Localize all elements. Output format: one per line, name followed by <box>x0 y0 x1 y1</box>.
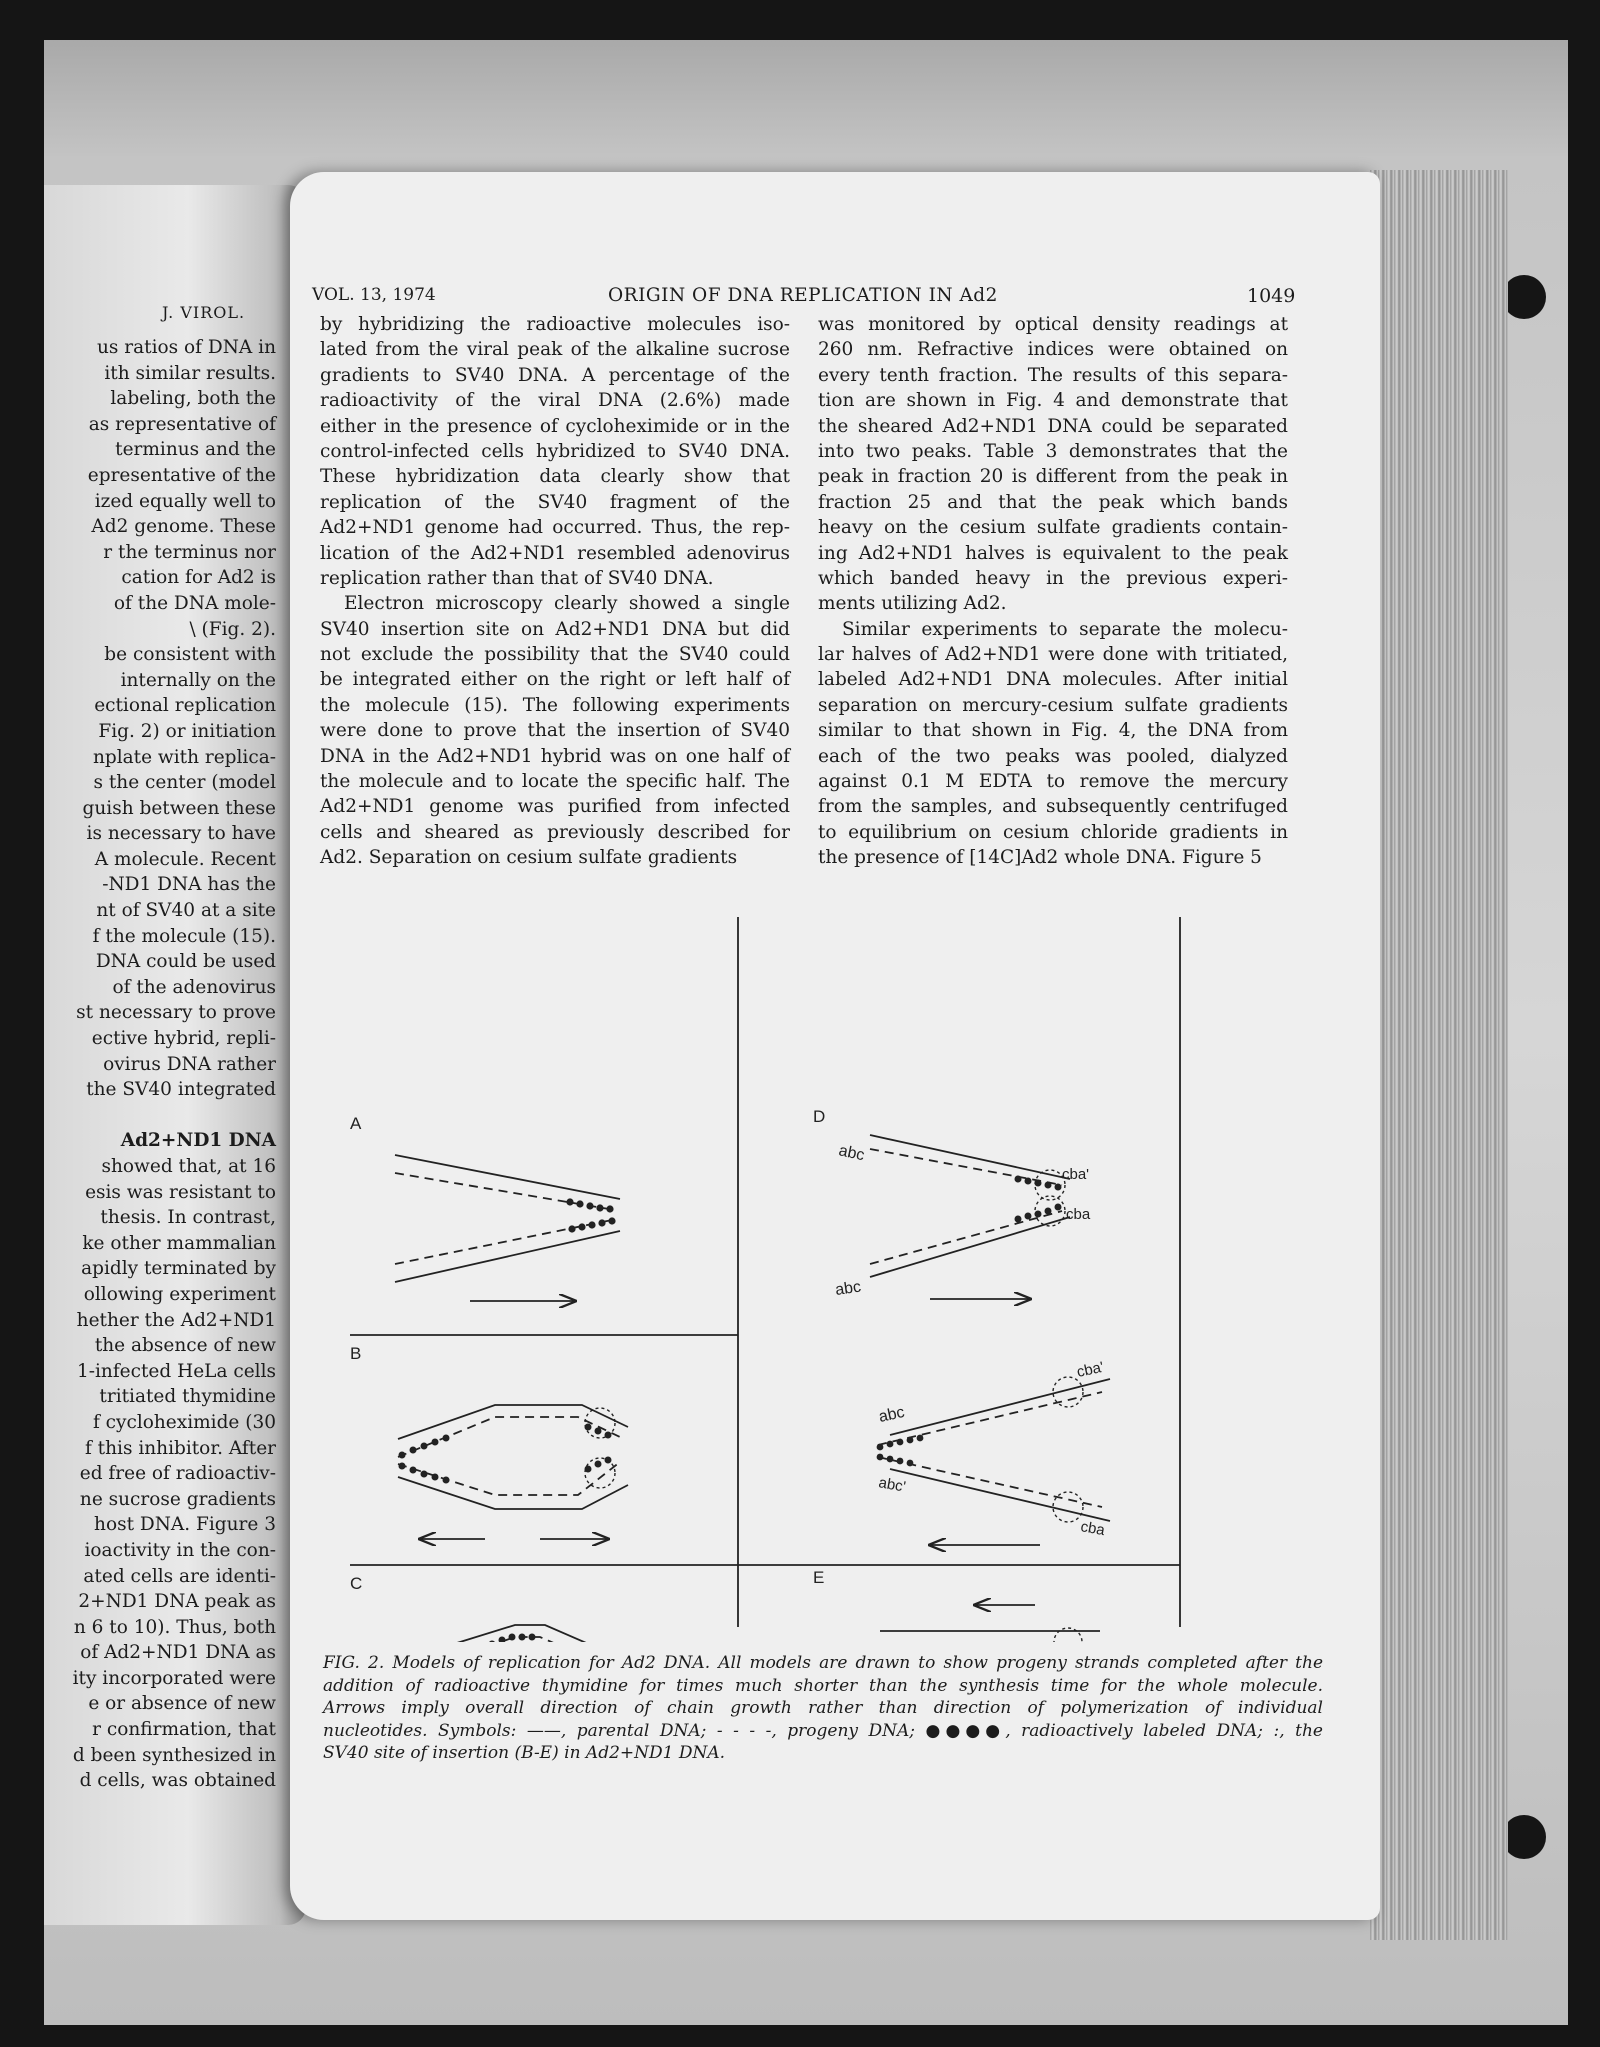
text-line: ated cells are identi- <box>83 1565 276 1587</box>
text-line: cells and sheared as previously described for <box>320 821 790 843</box>
caption-line: addition of radioactive thymidine for times much shorter than the synthesis time for the whole molecule. <box>323 1675 1323 1696</box>
text-line: r confirmation, that <box>92 1719 276 1741</box>
panel-d-bottom-labeled-dna <box>877 1435 924 1467</box>
text-line: 260 nm. Refractive indices were obtained on <box>818 339 1288 361</box>
text-line: r the terminus nor <box>103 541 276 563</box>
text-line: Fig. 2) or initiation <box>98 720 276 742</box>
caption-line: nucleotides. Symbols: ——, parental DNA; - - - -, progeny DNA; ●●●●, radioactively labeled DNA; :, the <box>323 1720 1323 1741</box>
page-number: 1049 <box>1247 285 1296 307</box>
text-line: us ratios of DNA in <box>97 337 276 358</box>
text-line: either in the presence of cycloheximide or in the <box>320 415 790 437</box>
text-line: epresentative of the <box>87 464 276 486</box>
caption-line: Arrows imply overall direction of chain growth rather than direction of polymerization of individual <box>323 1698 1323 1719</box>
caption-line: SV40 site of insertion (B-E) in Ad2+ND1 DNA. <box>323 1743 726 1764</box>
text-line: ity incorporated were <box>72 1667 276 1689</box>
text-line: \ (Fig. 2). <box>189 618 276 640</box>
text-line: every tenth fraction. The results of this separa- <box>818 364 1288 386</box>
text-line: ments utilizing Ad2. <box>818 593 1007 615</box>
text-line: gradients to SV40 DNA. A percentage of the <box>320 364 790 386</box>
text-line: labeled Ad2+ND1 DNA molecules. After initial <box>818 669 1288 691</box>
text-line: replication of the SV40 fragment of the <box>320 491 790 513</box>
text-line: A molecule. Recent <box>94 848 276 870</box>
text-line: st necessary to prove <box>76 1002 276 1024</box>
text-line: similar to that shown in Fig. 4, the DNA from <box>818 720 1288 742</box>
text-line: showed that, at 16 <box>101 1156 276 1177</box>
panel-label-b: B <box>350 1344 362 1363</box>
text-line: by hybridizing the radioactive molecules iso- <box>320 314 790 335</box>
strand-label-d-top-abc-lower: abc <box>834 1278 863 1299</box>
text-line: Ad2. Separation on cesium sulfate gradients <box>320 847 738 869</box>
text-line: f the molecule (15). <box>92 925 276 947</box>
figure-caption <box>323 1652 1323 1765</box>
journal-page <box>290 172 1380 1920</box>
text-line: ovirus DNA rather <box>103 1053 276 1075</box>
text-line: Ad2+ND1 genome had occurred. Thus, the rep- <box>320 517 790 539</box>
text-line: of the DNA mole- <box>113 592 276 614</box>
caption-line: FIG. 2. Models of replication for Ad2 DNA. All models are drawn to show progeny strands completed after the <box>323 1653 1323 1673</box>
page-stack-edge <box>1370 170 1508 1940</box>
text-line: nplate with replica- <box>92 746 276 768</box>
text-line: the presence of [14C]Ad2 whole DNA. Figure 5 <box>818 847 1262 869</box>
text-line: e or absence of new <box>88 1693 276 1715</box>
text-line: s the center (model <box>93 772 276 794</box>
panel-label-c: C <box>350 1574 363 1593</box>
text-line: replication rather than that of SV40 DNA. <box>320 567 714 589</box>
text-line: These hybridization data clearly show that <box>320 466 790 488</box>
strand-label-d-top-cba-prime: cba' <box>1062 1166 1090 1183</box>
text-line: esis was resistant to <box>85 1181 276 1203</box>
text-line: of the adenovirus <box>112 976 276 998</box>
text-line: into two peaks. Table 3 demonstrates that the <box>818 440 1288 462</box>
text-line: separation on mercury-cesium sulfate gradients <box>818 694 1288 716</box>
panel-b-diagram <box>398 1405 628 1539</box>
panel-label-e: E <box>813 1568 825 1587</box>
text-line: ith similar results. <box>104 362 276 384</box>
text-line: labeling, both the <box>110 388 276 410</box>
left-facing-page <box>44 185 306 1925</box>
text-line: control-infected cells hybridized to SV40 DNA. <box>320 440 790 462</box>
text-line: ing Ad2+ND1 halves is equivalent to the peak <box>818 542 1288 564</box>
text-line: radioactivity of the viral DNA (2.6%) made <box>320 390 790 412</box>
text-line: to equilibrium on cesium chloride gradients in <box>818 821 1288 843</box>
text-line: the sheared Ad2+ND1 DNA could be separated <box>818 415 1288 437</box>
text-line: ective hybrid, repli- <box>91 1028 276 1050</box>
panel-c-diagram <box>405 1625 630 1642</box>
panel-d-bottom-diagram <box>878 1377 1110 1545</box>
running-title: ORIGIN OF DNA REPLICATION IN Ad2 <box>608 285 998 306</box>
text-line: lication of the Ad2+ND1 resembled adenovirus <box>320 542 790 564</box>
text-line: d cells, was obtained <box>79 1770 276 1792</box>
panel-label-a: A <box>350 1114 362 1133</box>
text-line: were done to prove that the insertion of SV40 <box>320 720 790 742</box>
strand-label-d-top-cba: cba <box>1066 1206 1091 1223</box>
text-line: fraction 25 and that the peak which bands <box>818 491 1288 513</box>
strand-label-d-bottom-abc: abc <box>877 1403 907 1426</box>
text-line: which banded heavy in the previous experi- <box>818 567 1288 589</box>
strand-label-d-bottom-abc-prime: abc' <box>877 1474 907 1496</box>
text-line: lated from the viral peak of the alkaline sucrose <box>320 339 790 361</box>
text-line: the molecule (15). The following experiments <box>320 694 790 716</box>
text-line: was monitored by optical density readings at <box>818 314 1288 335</box>
text-line: ne sucrose gradients <box>79 1488 276 1510</box>
text-line: internally on the <box>120 669 276 691</box>
text-line: ized equally well to <box>94 490 276 512</box>
binder-hole-bottom <box>1502 1815 1546 1859</box>
text-line: 2+ND1 DNA peak as <box>78 1591 276 1613</box>
text-line: the molecule and to locate the specific half. The <box>320 771 790 793</box>
text-line: thesis. In contrast, <box>100 1207 276 1229</box>
text-line: ed free of radioactiv- <box>79 1463 276 1485</box>
text-line: DNA could be used <box>95 951 276 973</box>
text-line: be integrated either on the right or left half of <box>320 669 790 691</box>
text-line: the absence of new <box>94 1335 276 1357</box>
volume-header: VOL. 13, 1974 <box>312 285 436 305</box>
text-line: Ad2+ND1 DNA <box>120 1130 276 1152</box>
text-line: DNA in the Ad2+ND1 hybrid was on one half of <box>320 745 790 767</box>
panel-e-diagram <box>880 1605 1100 1642</box>
text-line: cation for Ad2 is <box>121 567 276 589</box>
panel-label-d: D <box>813 1107 826 1126</box>
figure-2-replication-models <box>350 917 1310 1642</box>
text-line: of Ad2+ND1 DNA as <box>80 1642 276 1664</box>
strand-label-d-top-abc: abc <box>837 1142 866 1165</box>
text-line: 1-infected HeLa cells <box>76 1360 276 1382</box>
text-line: f cycloheximide (30 <box>92 1411 276 1433</box>
text-line: hether the Ad2+ND1 <box>76 1309 276 1331</box>
text-line: Ad2 genome. These <box>91 516 276 538</box>
text-line: lar halves of Ad2+ND1 were done with tritiated, <box>818 644 1288 666</box>
text-column-left <box>320 312 790 871</box>
text-line: Electron microscopy clearly showed a single <box>344 593 790 615</box>
text-line: be consistent with <box>104 644 276 666</box>
panel-a-diagram <box>395 1155 620 1301</box>
strand-label-d-bottom-cba: cba <box>1079 1518 1107 1540</box>
left-running-header: J. VIROL. <box>162 303 246 322</box>
text-line: not exclude the possibility that the SV40 could <box>320 644 790 666</box>
text-line: apidly terminated by <box>81 1258 276 1280</box>
text-line: ollowing experiment <box>83 1283 276 1305</box>
text-line: n 6 to 10). Thus, both <box>73 1616 276 1638</box>
text-line: d been synthesized in <box>72 1744 276 1766</box>
text-line: from the samples, and subsequently centrifuged <box>818 796 1288 818</box>
text-line: Ad2+ND1 genome was purified from infected <box>320 796 790 818</box>
text-line: terminus and the <box>115 439 276 461</box>
binder-hole-top <box>1502 275 1546 319</box>
text-column-right <box>818 312 1288 871</box>
text-line <box>56 1103 276 1129</box>
text-line: against 0.1 M EDTA to remove the mercury <box>818 771 1288 793</box>
text-line: ectional replication <box>94 695 276 717</box>
text-line: ioactivity in the con- <box>84 1539 276 1561</box>
text-line: each of the two peaks was pooled, dialyzed <box>818 745 1288 767</box>
text-line: as representative of <box>88 413 276 435</box>
text-line: heavy on the cesium sulfate gradients contain- <box>818 517 1288 539</box>
text-line: SV40 insertion site on Ad2+ND1 DNA but did <box>320 618 790 640</box>
text-line: f this inhibitor. After <box>84 1437 276 1459</box>
panel-c-labeled-dna <box>479 1634 544 1643</box>
text-line: tion are shown in Fig. 4 and demonstrate that <box>818 390 1288 412</box>
left-page-text <box>56 335 276 1794</box>
panel-d-top-diagram <box>870 1135 1070 1299</box>
text-line: tritiated thymidine <box>99 1386 276 1408</box>
strand-label-d-bottom-cba-prime: cba' <box>1075 1358 1106 1381</box>
text-line: host DNA. Figure 3 <box>94 1514 276 1536</box>
text-line: the SV40 integrated <box>86 1079 276 1101</box>
text-line: peak in fraction 20 is different from the peak in <box>818 466 1288 488</box>
text-line: nt of SV40 at a site <box>96 900 276 922</box>
text-line: guish between these <box>82 797 276 819</box>
text-line: is necessary to have <box>86 823 276 845</box>
text-line: Similar experiments to separate the molecu- <box>842 618 1288 640</box>
text-line: -ND1 DNA has the <box>102 874 276 896</box>
text-line: ke other mammalian <box>82 1232 276 1254</box>
